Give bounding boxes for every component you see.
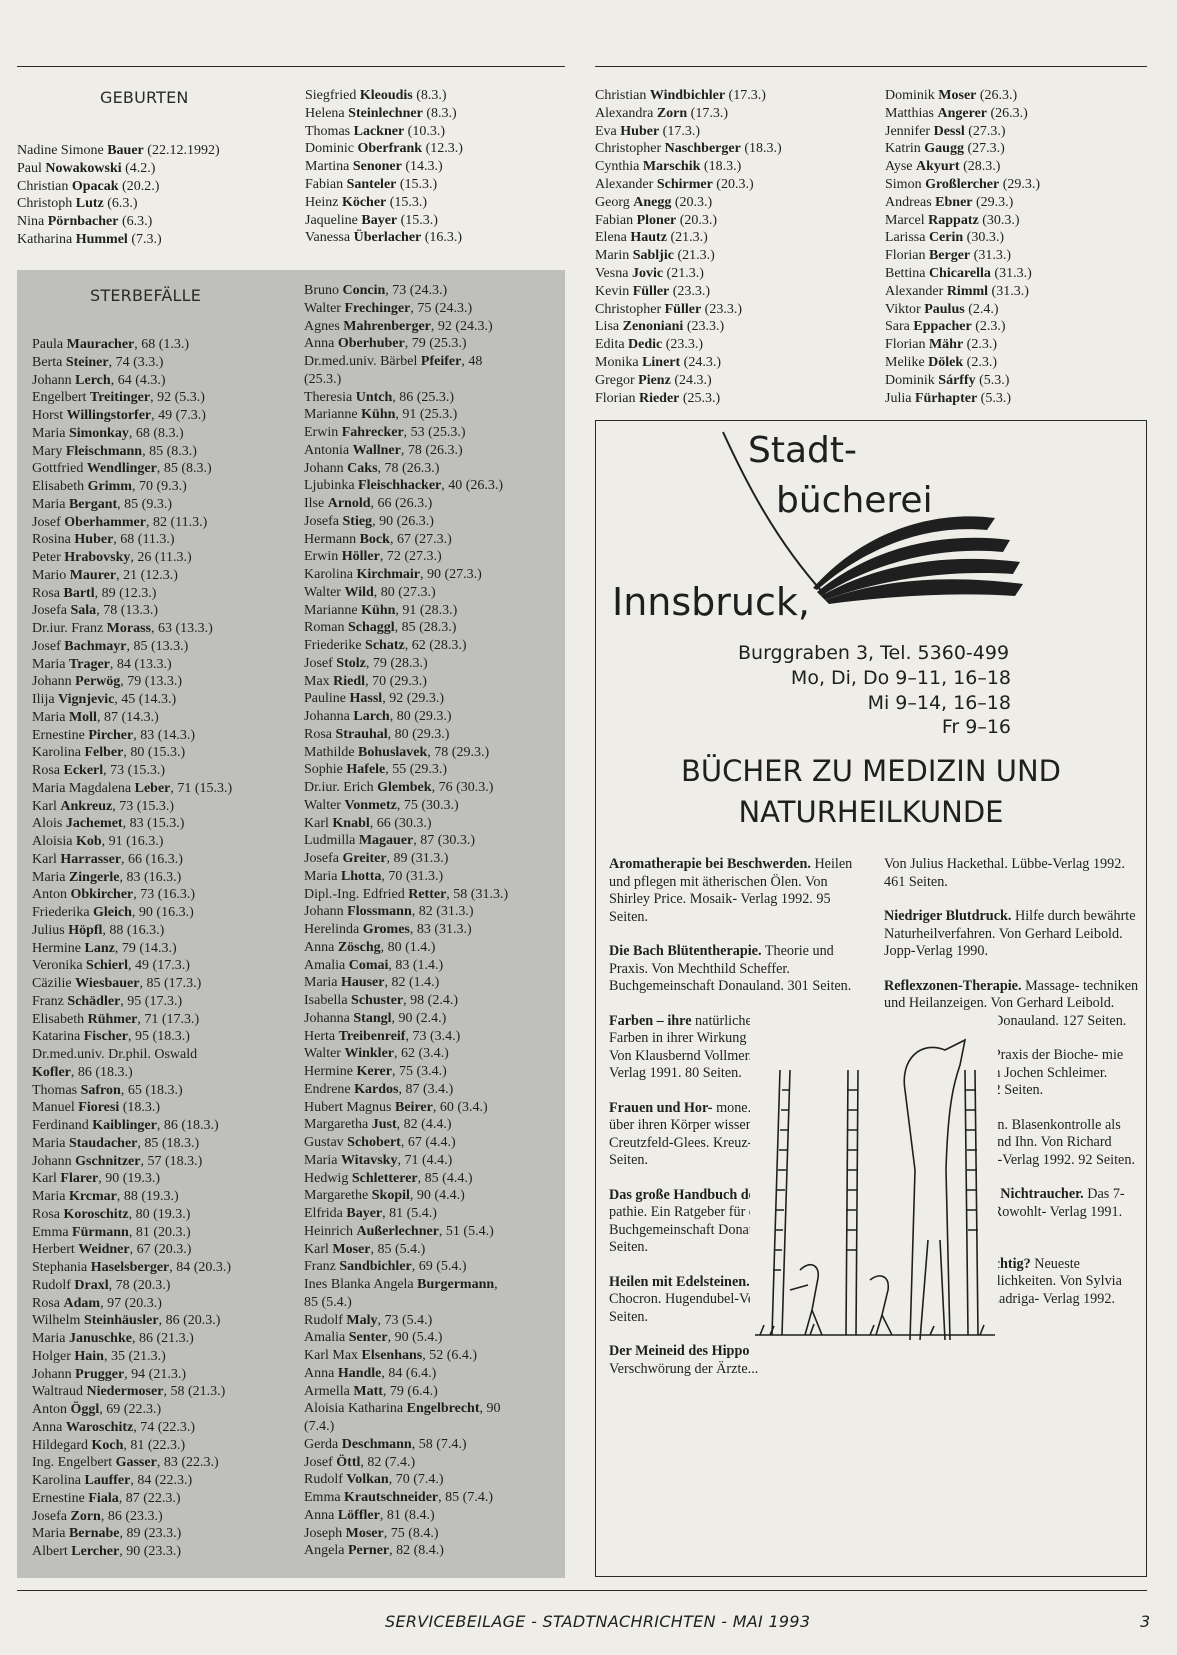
book-title: Die Bach Blütentherapie.: [609, 943, 762, 959]
list-item: Nadine Simone Bauer (22.12.1992): [17, 143, 220, 158]
book-title: Reflexzonen-Therapie.: [884, 977, 1022, 994]
logo-buecherei: bücherei: [776, 480, 933, 521]
list-item: Edita Dedic (23.3.): [595, 337, 704, 353]
list-item: Anton Öggl, 69 (22.3.): [32, 1402, 162, 1417]
list-item: Christian Opacak (20.2.): [17, 178, 160, 194]
grass: [755, 1324, 995, 1335]
list-item: Sara Eppacher (2.3.): [885, 319, 1006, 335]
list-item: Johann Prugger, 94 (21.3.): [32, 1366, 186, 1382]
list-item: Friederika Gleich, 90 (16.3.): [32, 905, 194, 920]
book-title: Frauen und Hor-: [609, 1099, 713, 1116]
list-item: Max Riedl, 70 (29.3.): [304, 673, 427, 689]
list-item: Isabella Schuster, 98 (2.4.): [304, 993, 458, 1008]
list-item: Johann Caks, 78 (26.3.): [304, 460, 440, 476]
list-item: Margarethe Skopil, 90 (4.4.): [304, 1188, 465, 1204]
list-item: Julia Fürhapter (5.3.): [885, 390, 1011, 406]
list-item: Ernestine Pircher, 83 (14.3.): [32, 727, 196, 743]
list-item: Cynthia Marschik (18.3.): [595, 159, 742, 175]
list-item: Vesna Jovic (21.3.): [595, 265, 704, 281]
births-column-4: [885, 87, 1040, 407]
list-item: Anna Löffler, 81 (8.4.): [304, 1507, 435, 1523]
list-item: (25.3.): [304, 371, 342, 387]
births-heading: GEBURTEN: [100, 88, 189, 107]
list-item: Walter Frechinger, 75 (24.3.): [304, 300, 473, 316]
list-item: Katharina Hummel (7.3.): [17, 231, 162, 247]
list-item: Dr.iur. Franz Morass, 63 (13.3.): [32, 621, 213, 636]
list-item: Ferdinand Kaiblinger, 86 (18.3.): [32, 1118, 219, 1133]
list-item: Ing. Engelbert Gasser, 83 (22.3.): [32, 1455, 219, 1471]
book-title: Aromatherapie bei Beschwerden.: [609, 856, 811, 872]
list-item: Josef Bachmayr, 85 (13.3.): [32, 638, 189, 654]
list-item: Theresia Untch, 86 (25.3.): [304, 389, 455, 405]
list-item: Siegfried Kleoudis (8.3.): [305, 88, 447, 103]
list-item: Emma Krautschneider, 85 (7.4.): [304, 1490, 493, 1505]
list-item: Margaretha Just, 82 (4.4.): [304, 1117, 452, 1133]
logo-stadt: Stadt-: [748, 430, 857, 471]
list-item: Thomas Lackner (10.3.): [305, 123, 445, 139]
list-item: Franz Schädler, 95 (17.3.): [32, 993, 183, 1009]
list-item: Karl Max Elsenhans, 52 (6.4.): [304, 1348, 478, 1363]
book-entry: Farben – ihre natürliche Heil- kraft. Farben in ihrer Wirkung auf unser Leben... Von Klausbernd Vollmer. Gräfe und Unzer Verlag 1991. 80 Seiten.: [609, 1012, 853, 1081]
list-item: Josefa Sala, 78 (13.3.): [32, 603, 159, 619]
list-item: Anton Obkircher, 73 (16.3.): [32, 887, 196, 903]
list-item: Anna Waroschitz, 74 (22.3.): [32, 1419, 196, 1435]
list-item: Viktor Paulus (2.4.): [885, 301, 999, 317]
births-column-1: [17, 142, 220, 249]
list-item: Anna Handle, 84 (6.4.): [304, 1365, 437, 1381]
book-title: Der Meineid des Hippokrates.: [609, 1343, 791, 1359]
list-item: Mario Maurer, 21 (12.3.): [32, 567, 178, 583]
list-item: Johanna Larch, 80 (29.3.): [304, 709, 452, 724]
list-item: Johanna Stangl, 90 (2.4.): [304, 1010, 447, 1026]
list-item: Julius Höpfl, 88 (16.3.): [32, 922, 165, 938]
list-item: Johann Lerch, 64 (4.3.): [32, 372, 166, 388]
list-item: Anna Zöschg, 80 (1.4.): [304, 939, 436, 955]
list-item: Erwin Fahrecker, 53 (25.3.): [304, 425, 466, 440]
list-item: Karl Knabl, 66 (30.3.): [304, 815, 432, 831]
deaths-column-2: [304, 282, 508, 1560]
list-item: Franz Sandbichler, 69 (5.4.): [304, 1259, 467, 1275]
list-item: Heinrich Außerlechner, 51 (5.4.): [304, 1223, 494, 1239]
list-item: Heinz Köcher (15.3.): [305, 194, 428, 210]
hours-fr: Fr 9–16: [941, 716, 1011, 738]
list-item: Hedwig Schletterer, 85 (4.4.): [304, 1170, 473, 1186]
list-item: Peter Hrabovsky, 26 (11.3.): [32, 550, 192, 565]
list-item: Elena Hautz (21.3.): [595, 230, 708, 246]
list-item: Waltraud Niedermoser, 58 (21.3.): [32, 1384, 226, 1400]
book-entry: Vom Drang zur Pein. Blasenkontrolle als Selbsthilfe für Sie und Ihn. Von Richard Millard. Ehrenwirth-Verlag 1992. 92 Seiten.: [884, 1116, 1135, 1168]
book-entry: Wie verhüte ich richtig? Neueste Methoden und Möglichkeiten. Von Sylvia Schneider. Beltz-Quadriga- Verlag 1992. 137 Seiten.: [884, 1255, 1122, 1324]
list-item: Elfrida Bayer, 81 (5.4.): [304, 1206, 437, 1221]
list-item: Bruno Concin, 73 (24.3.): [304, 283, 448, 298]
list-item: Andreas Ebner (29.3.): [885, 194, 1014, 210]
list-item: Gerda Deschmann, 58 (7.4.): [304, 1436, 467, 1452]
list-item: Dr.med.univ. Bärbel Pfeifer, 48: [304, 354, 483, 369]
page-number: 3: [1140, 1612, 1151, 1631]
list-item: Stephania Haselsberger, 84 (20.3.): [32, 1260, 232, 1275]
list-item: Rudolf Maly, 73 (5.4.): [304, 1312, 433, 1328]
list-item: Endrene Kardos, 87 (3.4.): [304, 1081, 454, 1097]
list-item: Agnes Mahrenberger, 92 (24.3.): [304, 318, 493, 334]
list-item: Fabian Santeler (15.3.): [305, 176, 438, 192]
list-item: Alexandra Zorn (17.3.): [595, 105, 728, 121]
list-item: Alois Jachemet, 83 (15.3.): [32, 816, 185, 832]
list-item: Alexander Rimml (31.3.): [885, 283, 1029, 299]
list-item: Vanessa Überlacher (16.3.): [305, 230, 463, 246]
list-item: Maria Staudacher, 85 (18.3.): [32, 1135, 200, 1151]
ad-headline-2: NATURHEILKUNDE: [738, 795, 1004, 829]
list-item: Maria Januschke, 86 (21.3.): [32, 1331, 194, 1346]
list-item: Manuel Fioresi (18.3.): [32, 1100, 161, 1116]
list-item: Florian Rieder (25.3.): [595, 390, 721, 406]
ad-headline-1: BÜCHER ZU MEDIZIN UND: [681, 754, 1061, 788]
book-title: Farben – ihre: [609, 1012, 692, 1029]
list-item: Walter Wild, 80 (27.3.): [304, 584, 436, 600]
list-item: Herta Treibenreif, 73 (3.4.): [304, 1028, 461, 1044]
list-item: Engelbert Treitinger, 92 (5.3.): [32, 390, 205, 406]
list-item: Amalia Comai, 83 (1.4.): [304, 957, 444, 973]
list-item: Rudolf Draxl, 78 (20.3.): [32, 1277, 171, 1293]
list-item: 85 (5.4.): [304, 1294, 352, 1310]
list-item: Thomas Safron, 65 (18.3.): [32, 1082, 183, 1098]
list-item: Angela Perner, 82 (8.4.): [304, 1543, 444, 1559]
list-item: Mary Fleischmann, 85 (8.3.): [32, 443, 197, 459]
list-item: Hermine Kerer, 75 (3.4.): [304, 1064, 447, 1079]
list-item: Alexander Schirmer (20.3.): [595, 176, 754, 192]
list-item: Holger Hain, 35 (21.3.): [32, 1348, 166, 1364]
list-item: Rosa Koroschitz, 80 (19.3.): [32, 1206, 191, 1222]
list-item: Jaqueline Bayer (15.3.): [305, 212, 438, 228]
list-item: Maria Witavsky, 71 (4.4.): [304, 1152, 453, 1168]
book-entry: Vom Raucher zum Nichtraucher. Das 7-Stufen-Programm. Rowohlt- Verlag 1991. 87 Seiten.: [884, 1186, 1125, 1237]
list-item: Christopher Füller (23.3.): [595, 301, 742, 317]
book-entry: Reflexzonen-Therapie. Massage- techniken und Heilanzeigen. Von Gerhard Leibold. Buchgemeinschaft Donauland. 127 Seiten.: [884, 977, 1139, 1029]
list-item: Pauline Hassl, 92 (29.3.): [304, 691, 445, 707]
list-item: Josefa Zorn, 86 (23.3.): [32, 1508, 163, 1524]
book-title: Das große Handbuch der Homöo-: [609, 1186, 814, 1203]
list-item: Gottfried Wendlinger, 85 (8.3.): [32, 461, 212, 477]
list-item: Maria Krcmar, 88 (19.3.): [32, 1189, 179, 1204]
list-item: Cäzilie Wiesbauer, 85 (17.3.): [32, 976, 202, 991]
list-item: Josef Öttl, 82 (7.4.): [304, 1454, 416, 1470]
list-item: Karl Ankreuz, 73 (15.3.): [32, 798, 175, 814]
bottom-rule: [17, 1590, 1147, 1591]
list-item: Elisabeth Grimm, 70 (9.3.): [32, 479, 187, 494]
list-item: Joseph Moser, 75 (8.4.): [304, 1525, 439, 1541]
list-item: Emma Fürmann, 81 (20.3.): [32, 1224, 191, 1240]
address: Burggraben 3, Tel. 5360-499: [738, 642, 1010, 664]
deaths-heading: STERBEFÄLLE: [90, 286, 202, 305]
book-entry: Die Bach Blütentherapie. Theorie und Praxis. Von Mechthild Scheffer. Buchgemeinschaft Donauland. 301 Seiten.: [609, 943, 852, 994]
list-item: Veronika Schierl, 49 (17.3.): [32, 958, 190, 974]
list-item: Johann Perwög, 79 (13.3.): [32, 674, 183, 690]
list-item: Georg Anegg (20.3.): [595, 194, 713, 210]
list-item: Mathilde Bohuslavek, 78 (29.3.): [304, 744, 490, 760]
list-item: Walter Winkler, 62 (3.4.): [304, 1046, 449, 1062]
list-item: Josef Oberhammer, 82 (11.3.): [32, 514, 208, 530]
book-entry: Frauen und Hor- mone. Was jede Frau über ihren Körper wissen sollte. Von Cora Creutzfeld-Glees. Kreuz-Verlag 1992. 314 Seiten.: [609, 1099, 850, 1168]
list-item: Lisa Zenoniani (23.3.): [595, 319, 725, 335]
list-item: Martina Senoner (14.3.): [305, 159, 443, 175]
list-item: Johann Gschnitzer, 57 (18.3.): [32, 1153, 203, 1169]
list-item: Berta Steiner, 74 (3.3.): [32, 354, 164, 370]
list-item: Gustav Schobert, 67 (4.4.): [304, 1135, 456, 1150]
list-item: Maria Simonkay, 68 (8.3.): [32, 425, 184, 441]
giraffe: [904, 1040, 965, 1340]
births-column-2: [305, 87, 463, 247]
list-item: Rosa Bartl, 89 (12.3.): [32, 585, 157, 601]
list-item: Maria Bergant, 85 (9.3.): [32, 496, 172, 512]
list-item: Marianne Kühn, 91 (25.3.): [304, 407, 458, 423]
list-item: Melike Dölek (2.3.): [885, 354, 997, 370]
book-title: Wie verhüte ich richtig?: [884, 1255, 1031, 1272]
list-item: Hildegard Koch, 81 (22.3.): [32, 1437, 186, 1453]
top-rule-right: [595, 66, 1147, 67]
list-item: Hermann Bock, 67 (27.3.): [304, 531, 452, 547]
list-item: Karolina Kirchmair, 90 (27.3.): [304, 567, 482, 582]
list-item: Ernestine Fiala, 87 (22.3.): [32, 1490, 181, 1506]
list-item: Katrin Gaugg (27.3.): [885, 141, 1005, 157]
list-item: Dipl.-Ing. Edfried Retter, 58 (31.3.): [304, 886, 509, 902]
list-item: Hermine Lanz, 79 (14.3.): [32, 940, 177, 956]
list-item: Dominic Oberfrank (12.3.): [305, 141, 463, 157]
list-item: Rosa Adam, 97 (20.3.): [32, 1295, 162, 1311]
list-item: Elisabeth Rühmer, 71 (17.3.): [32, 1011, 200, 1027]
list-item: Aloisia Katharina Engelbrecht, 90: [304, 1401, 501, 1417]
list-item: Christoph Lutz (6.3.): [17, 196, 138, 212]
list-item: Florian Mähr (2.3.): [885, 337, 997, 353]
list-item: Marcel Rappatz (30.3.): [885, 212, 1020, 228]
list-item: Herelinda Gromes, 83 (31.3.): [304, 922, 472, 937]
list-item: Dr.med.univ. Dr.phil. Oswald: [32, 1047, 198, 1062]
list-item: Ines Blanka Angela Burgermann,: [304, 1277, 498, 1292]
list-item: Friederike Schatz, 62 (28.3.): [304, 638, 467, 653]
list-item: Rudolf Volkan, 70 (7.4.): [304, 1472, 444, 1488]
giraffe-ladder-cartoon: [750, 1010, 998, 1355]
list-item: Karolina Felber, 80 (15.3.): [32, 745, 186, 761]
list-item: Bettina Chicarella (31.3.): [885, 265, 1032, 281]
list-item: Marin Sabljic (21.3.): [595, 248, 715, 264]
book-title: Niedriger Blutdruck.: [884, 908, 1012, 924]
book-title: Vom Raucher zum Nichtraucher.: [884, 1186, 1084, 1202]
list-item: Larissa Cerin (30.3.): [885, 230, 1004, 246]
list-item: (7.4.): [304, 1419, 335, 1434]
list-item: Hubert Magnus Beirer, 60 (3.4.): [304, 1099, 488, 1115]
hours-mi: Mi 9–14, 16–18: [867, 692, 1011, 714]
list-item: Rosina Huber, 68 (11.3.): [32, 532, 175, 548]
list-item: Aloisia Kob, 91 (16.3.): [32, 834, 164, 849]
list-item: Rosa Strauhal, 80 (29.3.): [304, 726, 450, 742]
list-item: Josef Stolz, 79 (28.3.): [304, 655, 428, 671]
list-item: Herbert Weidner, 67 (20.3.): [32, 1242, 192, 1258]
list-item: Ludmilla Magauer, 87 (30.3.): [304, 833, 476, 849]
list-item: Josefa Stieg, 90 (26.3.): [304, 513, 434, 529]
list-item: Sophie Hafele, 55 (29.3.): [304, 762, 448, 778]
list-item: Kevin Füller (23.3.): [595, 283, 711, 299]
deaths-column-1: [32, 336, 232, 1561]
list-item: Erwin Höller, 72 (27.3.): [304, 549, 442, 565]
list-item: Karolina Lauffer, 84 (22.3.): [32, 1473, 193, 1488]
list-item: Simon Großlercher (29.3.): [885, 176, 1041, 192]
book-entry: Der Meineid des Hippokrates. Von der Verschwörung der Ärzte...: [609, 1343, 839, 1377]
book-entry: Niedriger Blutdruck. Hilfe durch bewährte Naturheilverfahren. Von Gerhard Leibold. Jopp-Verlag 1990.: [884, 908, 1136, 959]
list-item: Dominik Moser (26.3.): [885, 88, 1018, 103]
list-item: Walter Vonmetz, 75 (30.3.): [304, 797, 459, 813]
list-item: Christopher Naschberger (18.3.): [595, 141, 782, 157]
list-item: Horst Willingstorfer, 49 (7.3.): [32, 408, 206, 423]
doctor-figure-left: [790, 1265, 822, 1335]
list-item: Paula Mauracher, 68 (1.3.): [32, 337, 190, 352]
list-item: Maria Moll, 87 (14.3.): [32, 709, 159, 725]
list-item: Wilhelm Steinhäusler, 86 (20.3.): [32, 1313, 221, 1329]
book-title: Salze des Lebens.: [884, 1047, 990, 1063]
list-item: Florian Berger (31.3.): [885, 248, 1011, 264]
list-item: Helena Steinlechner (8.3.): [305, 105, 457, 121]
book-entry: Von Julius Hackethal. Lübbe-Verlag 1992. 461 Seiten.: [884, 856, 1125, 890]
list-item: Christian Windbichler (17.3.): [595, 88, 766, 103]
book-title: Vom Drang: [884, 1116, 955, 1133]
book-title: Heilen mit Edelsteinen.: [609, 1273, 750, 1290]
list-item: Karl Flarer, 90 (19.3.): [32, 1171, 161, 1187]
book-entry: Aromatherapie bei Beschwerden. Heilen und pflegen mit ätherischen Ölen. Von Shirley Price. Mosaik- Verlag 1992. 95 Seiten.: [609, 856, 853, 925]
list-item: Antonia Wallner, 78 (26.3.): [304, 442, 463, 458]
list-item: Maria Lhotta, 70 (31.3.): [304, 868, 444, 884]
list-item: Ayse Akyurt (28.3.): [885, 159, 1001, 175]
list-item: Josefa Greiter, 89 (31.3.): [304, 851, 449, 866]
list-item: Roman Schaggl, 85 (28.3.): [304, 620, 457, 636]
list-item: Armella Matt, 79 (6.4.): [304, 1383, 438, 1399]
list-item: Karl Moser, 85 (5.4.): [304, 1241, 426, 1257]
list-item: Katarina Fischer, 95 (18.3.): [32, 1029, 190, 1045]
list-item: Amalia Senter, 90 (5.4.): [304, 1330, 443, 1346]
list-item: Anna Oberhuber, 79 (25.3.): [304, 336, 467, 352]
top-rule-left: [17, 66, 565, 67]
list-item: Monika Linert (24.3.): [595, 354, 721, 370]
list-item: Maria Magdalena Leber, 71 (15.3.): [32, 780, 233, 796]
list-item: Ilse Arnold, 66 (26.3.): [304, 496, 433, 511]
list-item: Rosa Eckerl, 73 (15.3.): [32, 763, 165, 778]
list-item: Ljubinka Fleischhacker, 40 (26.3.): [304, 478, 504, 494]
list-item: Dominik Sárffy (5.3.): [885, 372, 1010, 388]
list-item: Dr.iur. Erich Glembek, 76 (30.3.): [304, 780, 494, 795]
list-item: Maria Trager, 84 (13.3.): [32, 656, 172, 672]
list-item: Maria Bernabe, 89 (23.3.): [32, 1526, 182, 1542]
hours-mo-di-do: Mo, Di, Do 9–11, 16–18: [790, 667, 1011, 689]
list-item: Maria Zingerle, 83 (16.3.): [32, 869, 182, 885]
list-item: Ilija Vignjevic, 45 (14.3.): [32, 692, 177, 707]
book-entry: Das große Handbuch der Homöo- pathie. Ein Ratgeber für die ganze Familie. Buchgemeinschaft Donau- land. 319 Seiten.: [609, 1186, 854, 1255]
list-item: Nina Pörnbacher (6.3.): [17, 214, 153, 230]
list-item: Maria Hauser, 82 (1.4.): [304, 975, 440, 991]
list-item: Jennifer Dessl (27.3.): [885, 123, 1006, 139]
list-item: Kofler, 86 (18.3.): [32, 1064, 133, 1080]
book-entry: Salze des Lebens. Praxis der Bioche- mie nach Schüßler... Von Jochen Schleimer. Sonntag-Verlag. 192 Seiten.: [884, 1047, 1124, 1098]
list-item: Marianne Kühn, 91 (28.3.): [304, 602, 458, 618]
footer-text: SERVICEBEILAGE - STADTNACHRICHTEN - MAI 1993: [385, 1612, 811, 1631]
list-item: Albert Lercher, 90 (23.3.): [32, 1544, 182, 1559]
list-item: Paul Nowakowski (4.2.): [17, 160, 156, 176]
list-item: Gregor Pienz (24.3.): [595, 372, 712, 388]
list-item: Fabian Ploner (20.3.): [595, 212, 718, 228]
book-entry: Heilen mit Edelsteinen. Von Daya Sarai Chocron. Hugendubel-Verlag 1992. 139 Seiten.: [609, 1273, 842, 1325]
list-item: Eva Huber (17.3.): [595, 123, 700, 139]
births-column-3: [595, 87, 782, 407]
list-item: Matthias Angerer (26.3.): [885, 105, 1028, 121]
logo-innsbruck: Innsbruck,: [612, 580, 810, 624]
list-item: Karl Harrasser, 66 (16.3.): [32, 851, 183, 867]
list-item: Johann Flossmann, 82 (31.3.): [304, 904, 474, 920]
